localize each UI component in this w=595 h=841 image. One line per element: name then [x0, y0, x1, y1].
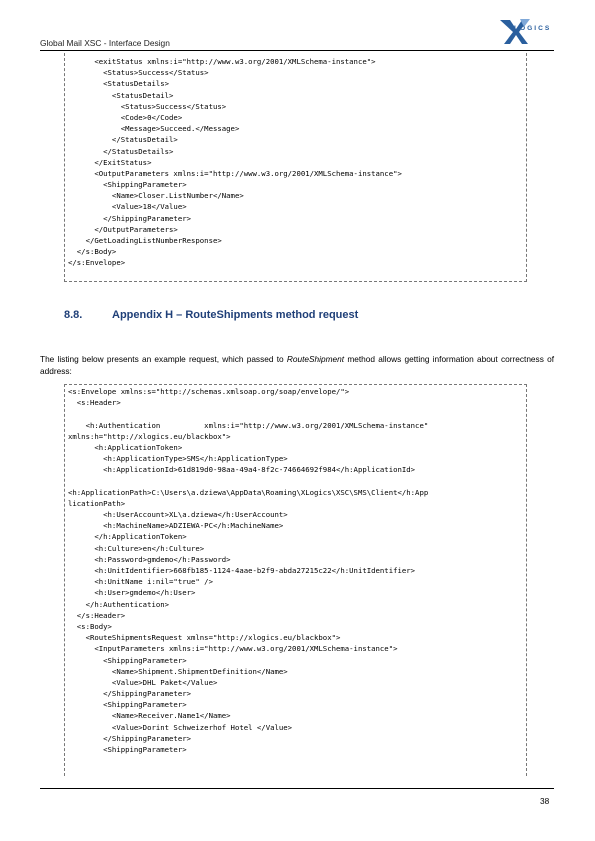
intro-paragraph [40, 353, 554, 377]
code-line: <h:Password>gmdemo</h:Password> [68, 554, 231, 564]
code-line: </h:Authentication> [68, 599, 170, 609]
code-line: </StatusDetails> [68, 146, 174, 156]
code-line: <RouteShipmentsRequest xmlns="http://xlogics.eu/blackbox"> [68, 633, 341, 643]
code-line: </ExitStatus> [68, 157, 152, 167]
code-line: </s:Header> [68, 610, 126, 620]
code-line: </OutputParameters> [68, 224, 178, 234]
code-line: <Status>Success</Status> [68, 68, 209, 78]
code-line: <OutputParameters xmlns:i="http://www.w3.org/2001/XMLSchema-instance"> [68, 168, 402, 178]
section-title: Appendix H – RouteShipments method request [112, 309, 359, 321]
code-line: <Value>18</Value> [68, 202, 187, 212]
code-line: <h:UnitName i:nil="true" /> [68, 577, 213, 587]
code-line [68, 408, 523, 419]
code-line [68, 476, 523, 487]
code-line: <h:Culture>en</h:Culture> [68, 543, 205, 553]
method-name: RouteShipment [286, 354, 345, 364]
paragraph-text-before: The listing below presents an example request, which passed to [40, 354, 287, 364]
code-line: <exitStatus xmlns:i="http://www.w3.org/2001/XMLSchema-instance"> [68, 57, 376, 66]
section-heading [64, 309, 358, 321]
code-line: <Value>DHL Paket</Value> [68, 677, 218, 687]
code-line: <h:UserAccount>XL\a.dziewa</h:UserAccount> [68, 510, 288, 520]
code-line: <Code>0</Code> [68, 112, 183, 122]
code-line: </s:Body> [68, 247, 117, 257]
code-line: <Message>Succeed.</Message> [68, 124, 240, 134]
code-line: <InputParameters xmlns:i="http://www.w3.org/2001/XMLSchema-instance"> [68, 644, 398, 654]
code-line: <ShippingParameter> [68, 745, 187, 754]
code-line: </s:Envelope> [68, 258, 126, 268]
section-number: 8.8. [64, 309, 83, 321]
code-line: <Value>Dorint Schweizerhof Hotel </Value> [68, 722, 293, 732]
page-number: 38 [540, 796, 550, 806]
code-line: licationPath> [68, 498, 126, 508]
code-line: <h:ApplicationType>SMS</h:ApplicationType> [68, 454, 288, 464]
code-line: <ShippingParameter> [68, 655, 187, 665]
code-line: </GetLoadingListNumberResponse> [68, 236, 222, 245]
code-line: <h:Authentication xmlns:i="http://www.w3.org/2001/XMLSchema-instance" [68, 420, 429, 430]
code-line: <h:ApplicationPath>C:\Users\a.dziewa\AppData\Roaming\XLogics\XSC\SMS\Client</h:App [68, 487, 429, 497]
xlogics-logo-icon [498, 18, 556, 46]
code-line: <Name>Shipment.ShipmentDefinition</Name> [68, 666, 288, 676]
code-line: <Status>Success</Status> [68, 101, 227, 111]
code-line: <StatusDetail> [68, 90, 174, 100]
code-line: </ShippingParameter> [68, 689, 192, 699]
paragraph-text-after: method allows getting information about correctness of address: [40, 354, 555, 376]
code-line: xmlns:h="http://xlogics.eu/blackbox"> [68, 431, 231, 441]
footer-rule [40, 788, 554, 789]
xml-listing-response [64, 53, 527, 282]
code-line: <Name>Closer.ListNumber</Name> [68, 191, 244, 201]
code-line: <StatusDetails> [68, 79, 170, 89]
document-header-title: Global Mail XSC - Interface Design [40, 38, 170, 48]
code-line: <s:Body> [68, 621, 112, 631]
code-line: <s:Header> [68, 398, 121, 408]
code-line: <h:ApplicationToken> [68, 442, 183, 452]
code-line: </ShippingParameter> [68, 733, 192, 743]
code-line: <ShippingParameter> [68, 700, 187, 710]
xml-listing-request [64, 384, 527, 776]
code-line: <ShippingParameter> [68, 180, 187, 190]
code-line: </h:ApplicationToken> [68, 532, 187, 542]
code-line: <s:Envelope xmlns:s="http://schemas.xmlsoap.org/soap/envelope/"> [68, 387, 350, 396]
header-rule [40, 50, 554, 51]
logo-text: LOGICS [514, 25, 552, 32]
code-line: <h:ApplicationId>61d819d0-98aa-49a4-8f2c-74664692f984</h:ApplicationId> [68, 465, 416, 475]
code-line: </StatusDetail> [68, 135, 178, 145]
code-line: <h:MachineName>ADZIEWA-PC</h:MachineName> [68, 521, 284, 531]
code-line: <h:User>gmdemo</h:User> [68, 588, 196, 598]
code-line: <Name>Receiver.Name1</Name> [68, 711, 231, 721]
code-line: </ShippingParameter> [68, 213, 192, 223]
code-line: <h:UnitIdentifier>668fb185-1124-4aae-b2f9-abda27215c22</h:UnitIdentifier> [68, 566, 416, 575]
